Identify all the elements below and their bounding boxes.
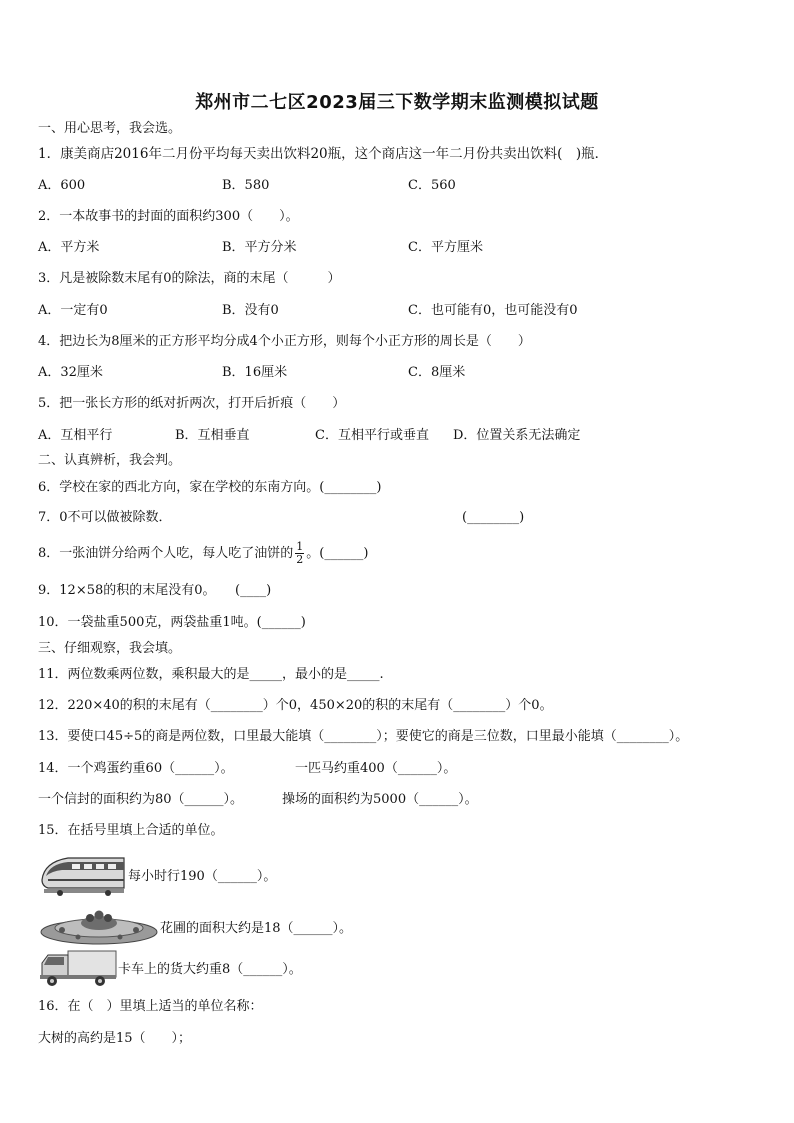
q2-option-b[interactable]: B．平方分米 — [222, 240, 297, 255]
question-3: 3．凡是被除数末尾有0的除法，商的末尾（ ） — [38, 271, 341, 286]
q8-fraction — [295, 541, 304, 566]
question-14-horse: 一匹马约重400（______）。 — [295, 761, 457, 776]
question-16: 16．在（ ）里填上适当的单位名称： — [38, 999, 263, 1014]
q2-option-a[interactable]: A．平方米 — [38, 240, 100, 255]
q15-train-text: 每小时行190（______）。 — [128, 869, 277, 884]
q1-option-a[interactable]: A．600 — [38, 178, 86, 193]
question-14-envelope: 一个信封的面积约为80（______）。 — [38, 792, 244, 807]
section-heading-3: 三、仔细观察，我会填。 — [38, 641, 182, 656]
q1-option-b[interactable]: B．580 — [222, 178, 270, 193]
q8-blank: 。(______) — [306, 546, 369, 561]
q2-option-c[interactable]: C．平方厘米 — [408, 240, 483, 255]
question-16-tree: 大树的高约是15（ ）； — [38, 1031, 192, 1046]
garden-icon — [38, 906, 160, 946]
truck-icon — [38, 947, 118, 987]
section-heading-1: 一、用心思考，我会选。 — [38, 121, 182, 136]
page-title: 郑州市二七区2023届三下数学期末监测模拟试题 — [195, 92, 599, 113]
question-6: 6．学校在家的西北方向，家在学校的东南方向。(________) — [38, 480, 382, 495]
question-14-egg: 14．一个鸡蛋约重60（______）。 — [38, 761, 234, 776]
question-11: 11．两位数乘两位数，乘积最大的是_____，最小的是_____. — [38, 667, 384, 682]
q8-numerator: 1 — [296, 540, 304, 553]
q3-option-a[interactable]: A．一定有0 — [38, 303, 108, 318]
q1-option-c[interactable]: C．560 — [408, 178, 456, 193]
question-13: 13．要使口45÷5的商是两位数，口里最大能填（________）；要使它的商是三位数，口里最小能填（________）。 — [38, 729, 689, 744]
q4-option-b[interactable]: B．16厘米 — [222, 365, 288, 380]
train-icon — [38, 850, 128, 898]
section-heading-2: 二、认真辨析，我会判。 — [38, 453, 182, 468]
question-1: 1．康美商店2016年二月份平均每天卖出饮料20瓶，这个商店这一年二月份共卖出饮料( )瓶． — [38, 146, 609, 162]
question-8 — [38, 540, 368, 568]
question-9: 9．12×58的积的末尾没有0。 (____) — [38, 583, 272, 598]
question-10: 10．一袋盐重500克，两袋盐重1吨。(______) — [38, 615, 306, 630]
q3-option-c[interactable]: C．也可能有0，也可能没有0 — [408, 303, 578, 318]
q5-option-d[interactable]: D．位置关系无法确定 — [453, 428, 581, 443]
q8-text: 8．一张油饼分给两个人吃，每人吃了油饼的 — [38, 546, 294, 561]
q4-option-a[interactable]: A．32厘米 — [38, 365, 103, 380]
question-7: 7．0不可以做被除数． — [38, 510, 172, 525]
q7-answer-blank[interactable]: (________) — [462, 510, 525, 525]
question-12: 12．220×40的积的末尾有（________）个0，450×20的积的末尾有（________）个0。 — [38, 698, 553, 713]
q5-option-a[interactable]: A．互相平行 — [38, 428, 113, 443]
question-5: 5．把一张长方形的纸对折两次，打开后折痕（ ） — [38, 396, 346, 411]
q8-denominator: 2 — [296, 553, 304, 566]
q4-option-c[interactable]: C．8厘米 — [408, 365, 466, 380]
q5-option-c[interactable]: C．互相平行或垂直 — [315, 428, 429, 443]
question-2: 2．一本故事书的封面的面积约300（ ）。 — [38, 209, 299, 224]
q5-option-b[interactable]: B．互相垂直 — [175, 428, 250, 443]
q15-truck-text: 卡车上的货大约重8（______）。 — [118, 962, 302, 977]
question-4: 4．把边长为8厘米的正方形平均分成4个小正方形，则每个小正方形的周长是（ ） — [38, 334, 531, 349]
q15-garden-text: 花圃的面积大约是18（______）。 — [160, 921, 353, 936]
question-15: 15．在括号里填上合适的单位。 — [38, 823, 224, 838]
q3-option-b[interactable]: B．没有0 — [222, 303, 279, 318]
question-14-playground: 操场的面积约为5000（______）。 — [282, 792, 478, 807]
